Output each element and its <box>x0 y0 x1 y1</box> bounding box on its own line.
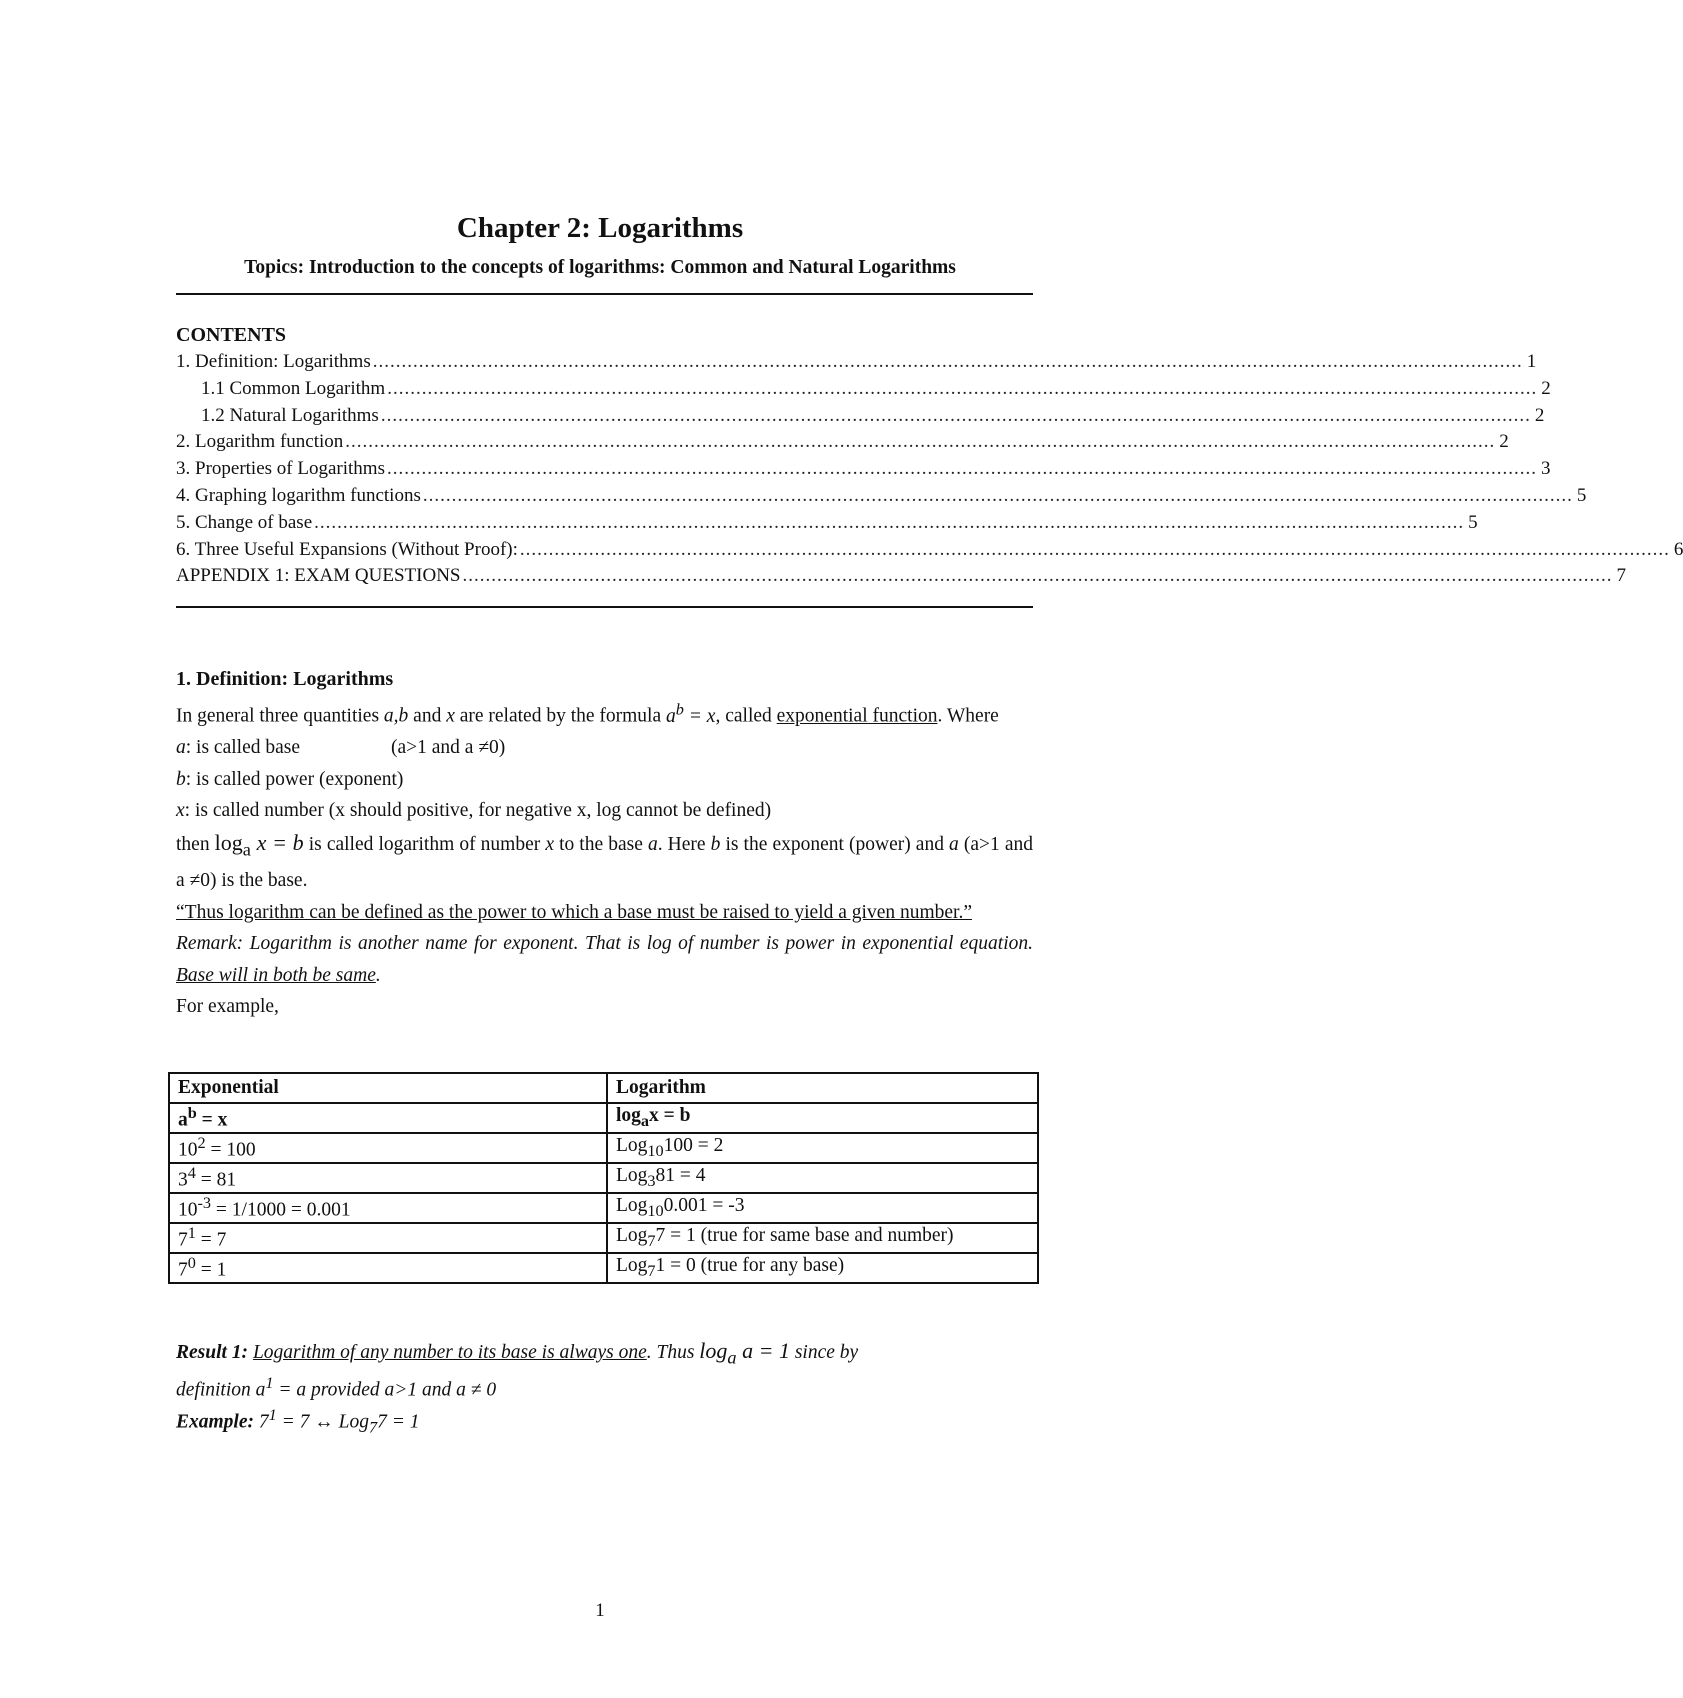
toc-leader-dots: ........................................................................................................................................................................................................ <box>519 538 1670 560</box>
toc-entry-title: 1.2 Natural Logarithms <box>201 404 379 426</box>
toc-list <box>176 349 1683 590</box>
log-prefix: Log <box>616 1255 648 1277</box>
exponential-cell <box>169 1163 607 1193</box>
toc-entry-page: 6 <box>1673 538 1683 560</box>
definition-quote: “Thus logarithm can be defined as the power to which a base must be raised to yield a given number.” <box>176 901 973 923</box>
exponential-cell <box>169 1193 607 1223</box>
log-base: a <box>640 1111 650 1130</box>
toc-entry[interactable] <box>176 403 1545 430</box>
toc-entry-page: 2 <box>1499 431 1509 453</box>
exp-power: 4 <box>187 1164 196 1183</box>
toc-heading: CONTENTS <box>176 324 287 346</box>
definition-text: : is called base <box>185 737 300 758</box>
toc-entry-page: 2 <box>1534 404 1545 426</box>
exp-result: = 7 <box>195 1229 227 1251</box>
exponential-cell <box>169 1223 607 1253</box>
log-base: 10 <box>647 1141 664 1160</box>
toc-leader-dots: ........................................................................................................................................................................................................ <box>386 458 1537 480</box>
toc-entry[interactable] <box>176 376 1551 403</box>
toc-entry[interactable] <box>176 563 1626 590</box>
toc-entry-title: 3. Properties of Logarithms <box>176 458 385 480</box>
logarithm-cell <box>607 1163 1038 1193</box>
toc-leader-dots: ........................................................................................................................................................................................................ <box>314 511 1465 533</box>
log-base: 7 <box>647 1231 656 1250</box>
exp-power: 2 <box>197 1134 206 1153</box>
table-of-contents <box>176 321 1683 590</box>
exp-base: a <box>178 1109 188 1131</box>
logarithm-cell <box>607 1193 1038 1223</box>
page-number: 1 <box>595 1600 605 1621</box>
table-header-row <box>169 1073 1038 1103</box>
table-body <box>169 1103 1038 1283</box>
log-prefix: Log <box>616 1135 648 1157</box>
remark: Remark: Logarithm is another name for exponent. That is log of number is power in exponential equation. Base will in both be same. <box>176 933 1033 986</box>
definition-list <box>176 732 1033 827</box>
toc-entry-title: 1.1 Common Logarithm <box>201 377 386 399</box>
page-subtitle: Topics: Introduction to the concepts of logarithms: Common and Natural Logarithms <box>244 257 956 278</box>
table-row <box>169 1133 1038 1163</box>
log-result: 0.001 = -3 <box>663 1195 745 1217</box>
exp-result: = x <box>196 1109 228 1131</box>
log-base: 3 <box>647 1171 656 1190</box>
log-definition-paragraph: then $\log_a x = b$ is called logarithm of number x to the base a. Here b is the exponent (power) and a (a>1 and a ≠0) is the base. <box>176 829 1034 892</box>
exponential-cell <box>169 1103 607 1133</box>
table-row <box>169 1193 1038 1223</box>
toc-leader-dots: ........................................................................................................................................................................................................ <box>422 484 1573 506</box>
definition-text: : is called number (x should positive, for negative x, log cannot be defined) <box>184 800 772 821</box>
definition-item <box>176 795 1033 827</box>
toc-entry-title: 6. Three Useful Expansions (Without Proof): <box>176 538 518 560</box>
toc-entry-title: 5. Change of base <box>176 511 313 533</box>
log-expression: $\log_a x = b$ <box>214 829 304 859</box>
toc-entry[interactable] <box>176 510 1478 537</box>
toc-entry-page: 3 <box>1540 458 1551 480</box>
log-result: 1 = 0 (true for any base) <box>655 1255 845 1277</box>
definition-text: : is called power (exponent) <box>185 768 404 790</box>
exp-result: = 100 <box>205 1139 256 1161</box>
for-example-label: For example, <box>176 996 279 1018</box>
table-row <box>169 1253 1038 1283</box>
toc-entry-page: 1 <box>1526 351 1537 372</box>
top-divider <box>176 293 1033 295</box>
exp-base: 7 <box>178 1259 188 1281</box>
toc-entry[interactable] <box>176 537 1683 564</box>
exp-base: 7 <box>178 1229 188 1251</box>
exp-power: -3 <box>197 1194 212 1213</box>
examples-table <box>168 1072 1039 1284</box>
log-prefix: Log <box>616 1225 648 1247</box>
toc-entry-title: 1. Definition: Logarithms <box>176 351 371 372</box>
logarithm-cell <box>607 1133 1038 1163</box>
logarithm-cell <box>607 1103 1038 1133</box>
result-1-definition: definition $a^1 = a$ provided a>1 and a ≠ 0 <box>176 1374 497 1401</box>
exp-base: 10 <box>178 1199 198 1221</box>
toc-entry-page: 5 <box>1468 511 1478 533</box>
exp-base: 10 <box>178 1139 198 1161</box>
toc-entry-page: 2 <box>1541 377 1551 399</box>
toc-entry[interactable] <box>176 349 1537 376</box>
exp-result: = 1 <box>195 1259 227 1281</box>
log-result: x = b <box>649 1105 691 1127</box>
log-base: 7 <box>647 1261 656 1280</box>
result-1-example: Example: $7^1 = 7$ ↔ Log$_7$7 = 1 <box>176 1406 420 1437</box>
exp-result: = 1/1000 = 0.001 <box>211 1199 351 1221</box>
logarithm-cell <box>607 1253 1038 1283</box>
result-1-statement: Result 1: Logarithm of any number to its base is always one. Thus $\log_a a = 1$ since by <box>176 1338 859 1368</box>
log-prefix: Log <box>616 1165 648 1187</box>
exp-power: 0 <box>187 1254 196 1273</box>
toc-entry-title: 2. Logarithm function <box>176 431 344 453</box>
toc-leader-dots: ........................................................................................................................................................................................................ <box>345 431 1496 453</box>
exp-base: 3 <box>178 1169 188 1191</box>
toc-entry[interactable] <box>176 456 1551 483</box>
logarithm-cell <box>607 1223 1038 1253</box>
header-exponential: Exponential <box>169 1073 607 1103</box>
exp-result: = 81 <box>195 1169 237 1191</box>
log-result: 100 = 2 <box>663 1135 724 1157</box>
toc-leader-dots: ........................................................................................................................................................................................................ <box>462 565 1613 587</box>
definition-condition: (a>1 and a ≠0) <box>391 737 506 758</box>
toc-entry-page: 5 <box>1576 484 1587 506</box>
toc-leader-dots: ........................................................................................................................................................................................................ <box>380 404 1531 426</box>
toc-entry-title: APPENDIX 1: EXAM QUESTIONS <box>176 565 461 587</box>
section-divider <box>176 606 1033 608</box>
formula: $a^b = x$ <box>666 700 716 727</box>
definition-variable: a <box>176 737 186 758</box>
log-result: 81 = 4 <box>655 1165 706 1187</box>
toc-entry[interactable] <box>176 429 1509 456</box>
table-row <box>169 1223 1038 1253</box>
log-prefix: Log <box>616 1195 648 1217</box>
toc-leader-dots: ........................................................................................................................................................................................................ <box>372 351 1523 372</box>
log-prefix: log <box>616 1105 641 1127</box>
log-base: 10 <box>647 1201 664 1220</box>
section-heading: 1. Definition: Logarithms <box>176 668 394 690</box>
toc-leader-dots: ........................................................................................................................................................................................................ <box>387 377 1538 399</box>
table-row <box>169 1103 1038 1133</box>
intro-paragraph: In general three quantities a,b and x are related by the formula $a^b = x$, called exponential function. Where <box>176 700 999 727</box>
section-definition <box>176 664 1033 1023</box>
definition-item <box>176 732 1033 764</box>
exp-power: 1 <box>187 1224 196 1243</box>
page-title: Chapter 2: Logarithms <box>456 212 744 244</box>
log-result: 7 = 1 (true for same base and number) <box>655 1225 954 1247</box>
header-logarithm: Logarithm <box>607 1073 1038 1103</box>
table-row <box>169 1163 1038 1193</box>
definition-variable: x <box>176 800 185 821</box>
definition-variable: b <box>176 768 186 790</box>
exponential-function-term: exponential function <box>776 705 938 727</box>
result-1 <box>176 1335 1033 1437</box>
toc-entry-title: 4. Graphing logarithm functions <box>176 484 421 506</box>
definition-item <box>176 764 1033 796</box>
toc-entry[interactable] <box>176 483 1587 510</box>
exponential-cell <box>169 1133 607 1163</box>
exponential-cell <box>169 1253 607 1283</box>
toc-entry-page: 7 <box>1616 565 1626 587</box>
exp-power: b <box>187 1104 197 1123</box>
